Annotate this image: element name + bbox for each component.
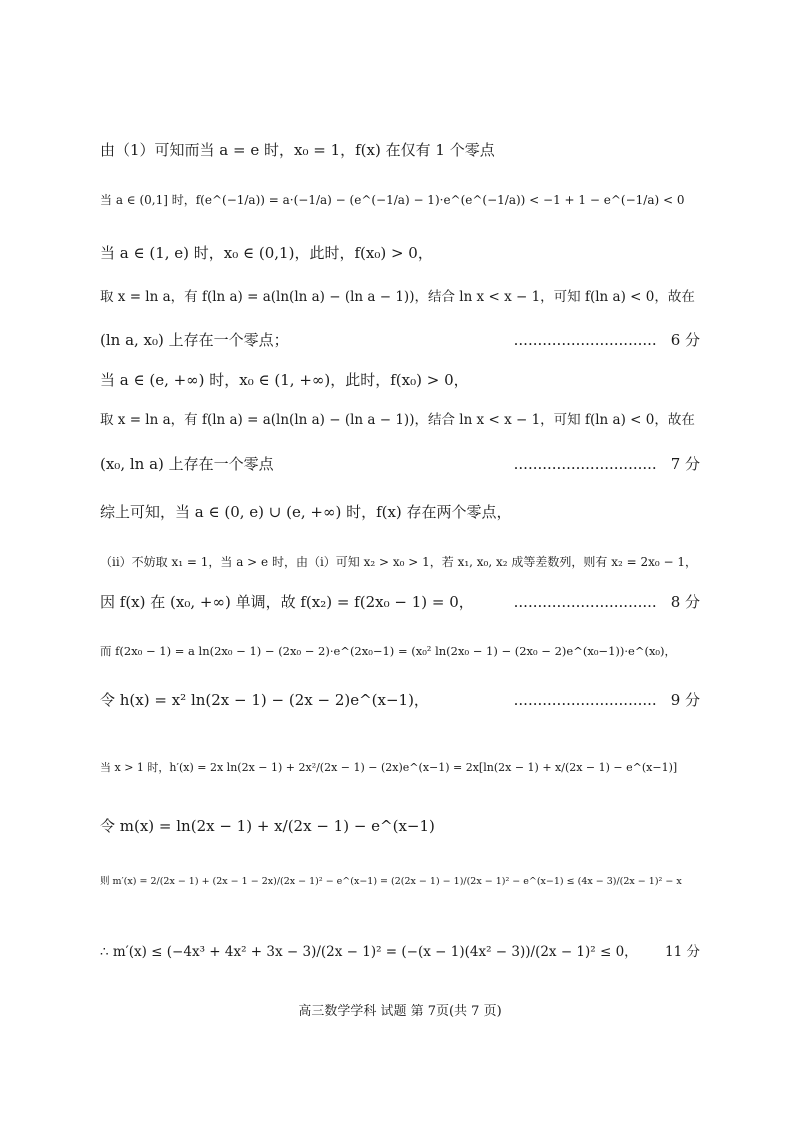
solution-line-3 [100,243,700,263]
leader-dots: .............................. [513,593,657,611]
solution-line-10 [100,552,700,572]
line-text: 则 m′(x) = 2/(2x − 1) + (2x − 1 − 2x)/(2x − 1)² − e^(x−1) = (2(2x − 1) − 1)/(2x − 1)² − e^(x−1) ≤ (4x − 3)/(2x − 1)² − x [100,876,682,887]
line-text: 而 f(2x₀ − 1) = a ln(2x₀ − 1) − (2x₀ − 2)·e^(2x₀−1) = (x₀² ln(2x₀ − 1) − (2x₀ − 2)e^(x₀−1))·e^(x₀)， [100,644,677,658]
line-text: 由（1）可知而当 a = e 时，x₀ = 1，f(x) 在仅有 1 个零点 [100,141,495,159]
score-mark [514,690,700,710]
line-text: 因 f(x) 在 (x₀, +∞) 单调，故 f(x₂) = f(2x₀ − 1) = 0， [100,593,474,611]
line-text: （ii）不妨取 x₁ = 1，当 a > e 时，由（i）可知 x₂ > x₀ > 1，若 x₁, x₀, x₂ 成等差数列，则有 x₂ = 2x₀ − 1， [100,555,697,569]
solution-line-8 [100,454,700,474]
line-text: 当 a ∈ (e, +∞) 时，x₀ ∈ (1, +∞)，此时，f(x₀) > 0， [100,371,469,389]
line-text: 令 h(x) = x² ln(2x − 1) − (2x − 2)e^(x−1)， [100,691,429,709]
score-value: 9 分 [670,691,700,709]
solution-line-2 [100,190,700,210]
solution-line-13 [100,690,700,710]
line-text: 综上可知，当 a ∈ (0, e) ∪ (e, +∞) 时，f(x) 存在两个零点， [100,503,512,521]
leader-dots: .............................. [513,691,657,709]
leader-dots: .............................. [513,331,657,349]
solution-line-9 [100,502,700,522]
solution-line-15 [100,816,700,836]
score-mark [514,454,700,474]
line-text: 取 x = ln a，有 f(ln a) = a(ln(ln a) − (ln a − 1))，结合 ln x < x − 1，可知 f(ln a) < 0，故在 [100,289,695,305]
score-mark [514,330,700,350]
score-value: 6 分 [670,331,700,349]
solution-line-14 [100,758,700,778]
solution-line-17 [100,942,700,962]
line-text: (x₀, ln a) 上存在一个零点 [100,455,274,473]
line-text: 当 x > 1 时，h′(x) = 2x ln(2x − 1) + 2x²/(2x − 1) − (2x)e^(x−1) = 2x[ln(2x − 1) + x/(2x − 1) − e^(x−1)] [100,761,678,774]
solution-line-1 [100,140,700,160]
solution-line-16 [100,872,700,892]
score-mark [665,942,700,962]
page-footer: 高三数学学科 试题 第 7页(共 7 页) [298,1004,502,1019]
solution-line-12 [100,641,700,661]
line-text: 取 x = ln a，有 f(ln a) = a(ln(ln a) − (ln a − 1))，结合 ln x < x − 1，可知 f(ln a) < 0，故在 [100,412,695,428]
solution-line-4 [100,287,700,307]
line-text: (ln a, x₀) 上存在一个零点； [100,331,289,349]
line-text: ∴ m′(x) ≤ (−4x³ + 4x² + 3x − 3)/(2x − 1)² = (−(x − 1)(4x² − 3))/(2x − 1)² ≤ 0， [100,944,638,960]
solution-line-6 [100,370,700,390]
solution-line-7 [100,410,700,430]
line-text: 当 a ∈ (1, e) 时，x₀ ∈ (0,1)，此时，f(x₀) > 0， [100,244,433,262]
score-mark [514,592,700,612]
line-text: 令 m(x) = ln(2x − 1) + x/(2x − 1) − e^(x−1) [100,817,435,835]
line-text: 当 a ∈ (0,1] 时，f(e^(−1/a)) = a·(−1/a) − (e^(−1/a) − 1)·e^(e^(−1/a)) < −1 + 1 − e^(−1/a) < 0 [100,193,685,207]
score-value: 11 分 [665,944,700,960]
solution-line-5 [100,330,700,350]
score-value: 7 分 [670,455,700,473]
solution-line-11 [100,592,700,612]
leader-dots: .............................. [513,455,657,473]
score-value: 8 分 [670,593,700,611]
